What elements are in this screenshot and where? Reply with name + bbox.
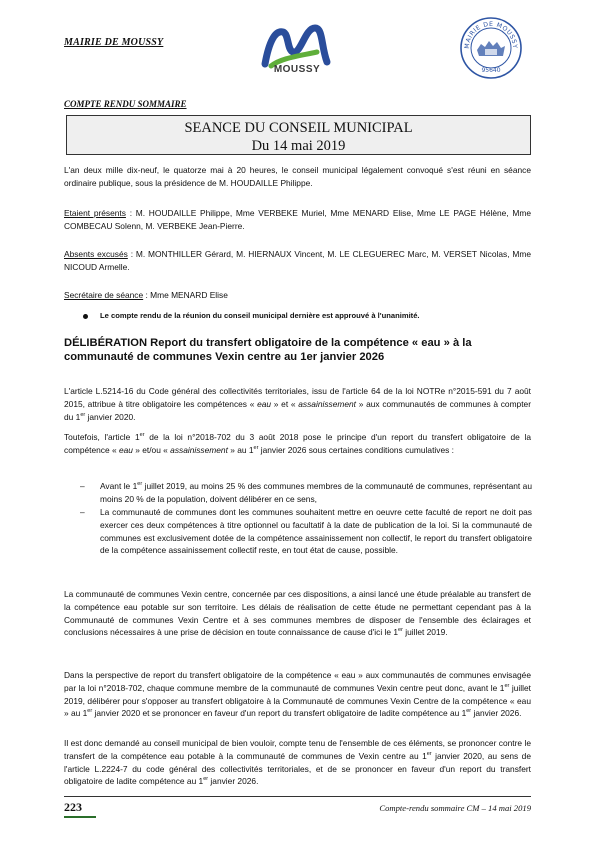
footer-divider [64, 796, 531, 797]
secretaire-label: Secrétaire de séance [64, 290, 144, 300]
page-number-underline [64, 816, 96, 818]
article-paragraph: L'article L.5214-16 du Code général des collectivités territoriales, issu de l'article 64 de la loi NOTRe n°2015-591 du 7 août 2015, attribue à titre obligatoire les compétences « eau » et « assainissement » aux communautés de communes à compter du 1er janvier 2020. [64, 386, 531, 422]
session-title-box [66, 115, 531, 155]
demande-paragraph: Il est donc demandé au conseil municipal de bien vouloir, compte tenu de l'ensemble de ces éléments, se prononcer contre le transfert de la compétence eau potable à la communauté de communes de Vexin centre au 1er janvier 2020, au sens de l'article L.2224-7 du code général des collectivités territoriales, et de se prononcer en faveur d'un report du transfert obligatoire de ladite compétence au 1er janvier 2026. [64, 738, 531, 787]
session-date: Du 14 mai 2019 [251, 138, 346, 154]
condition-item-2: – La communauté de communes dont les communes souhaitent mettre en oeuvre cette faculté de report ne doit pas exercer ces deux compétences à titre optionnel ou facultatif à la date de publication de la loi. Si la communauté de communes est exclusivement dotée de la compétence assainissement non collectif, le report du transfert obligatoire de la compétence assainissement collectif reste, en tout état de cause, possible. [80, 507, 532, 556]
deliberation-title: DÉLIBÉRATION Report du transfert obligatoire de la compétence « eau » à la communauté de communes Vexin centre au 1er janvier 2026 [64, 337, 472, 363]
svg-text:MAIRIE DE MOUSSY: MAIRIE DE MOUSSY [463, 20, 519, 50]
toutefois-paragraph: Toutefois, l'article 1er de la loi n°2018-702 du 3 août 2018 pose le principe d'un report du transfert obligatoire de la compétence « eau » et/ou « assainissement » au 1er janvier 2026 sous certaines conditions cumulatives : [64, 432, 531, 455]
seal-stamp-icon [459, 16, 523, 80]
presents-paragraph [64, 207, 531, 233]
perspective-paragraph: Dans la perspective de report du transfert obligatoire de la compétence « eau » aux communautés de communes envisagée par la loi n°2018-702, chaque commune membre de la communauté de communes Vexin centre peut donc, avant le 1er juillet 2019, délibérer pour s'opposer au transfert obligatoire à la Communauté de communes Vexin Centre de la compétence « eau » au 1er janvier 2020 et se prononcer en faveur d'un report du transfert obligatoire de ladite compétence au 1er janvier 2026. [64, 670, 531, 719]
dash-icon: – [80, 481, 85, 491]
compte-rendu-heading: COMPTE RENDU SOMMAIRE [64, 99, 187, 109]
approval-bullet: Le compte rendu de la réunion du conseil municipal dernière est approuvé à l'unanimité. [100, 311, 420, 320]
logo-wordmark: MOUSSY [273, 64, 321, 75]
mairie-heading: MAIRIE DE MOUSSY [64, 37, 164, 48]
secretaire-paragraph [64, 289, 531, 302]
excuses-paragraph [64, 248, 531, 274]
moussy-logo [247, 22, 347, 80]
mairie-seal [459, 16, 523, 80]
condition-item-1: – Avant le 1er juillet 2019, au moins 25 % des communes membres de la communauté de communes, représentant au moins 20 % de la population, doivent délibérer en ce sens, [80, 481, 532, 504]
presents-label: Etaient présents [64, 208, 126, 218]
excuses-label: Absents excusés [64, 249, 128, 259]
page-number: 223 [64, 800, 82, 814]
svg-text:95640: 95640 [481, 67, 501, 74]
bullet-icon [83, 314, 88, 319]
footer-caption: Compte-rendu sommaire CM – 14 mai 2019 [379, 803, 531, 813]
etude-paragraph: La communauté de communes Vexin centre, concernée par ces dispositions, a ainsi lancé une étude préalable au transfert de la compétence eau potable sur son territoire. Les délais de réalisation de cette étude ne permettant cependant pas à la Communauté de communes Vexin Centre et à ses communes membres de disposer de l'ensemble des éclairages et conclusions nécessaires à une prise de décision en toute connaissance de cause d'ici le 1er juillet 2019. [64, 589, 531, 638]
dash-icon: – [80, 507, 85, 517]
intro-paragraph: L'an deux mille dix-neuf, le quatorze mai à 20 heures, le conseil municipal légalement convoqué s'est réuni en séance ordinaire publique, sous la présidence de M. HOUDAILLE Philippe. [64, 165, 531, 188]
secretaire-text: : Mme MENARD Elise [143, 290, 228, 300]
presents-text: : M. HOUDAILLE Philippe, Mme VERBEKE Muriel, Mme MENARD Elise, Mme LE PAGE Hélène, Mme COMBECAU Solenn, M. VERBEKE Jean-Pierre. [64, 208, 531, 231]
excuses-text: : M. MONTHILLER Gérard, M. HIERNAUX Vincent, M. LE CLEGUEREC Marc, M. VERSET Nicolas, Mme NICOUD Armelle. [64, 249, 531, 272]
session-title: SEANCE DU CONSEIL MUNICIPAL [184, 120, 413, 136]
